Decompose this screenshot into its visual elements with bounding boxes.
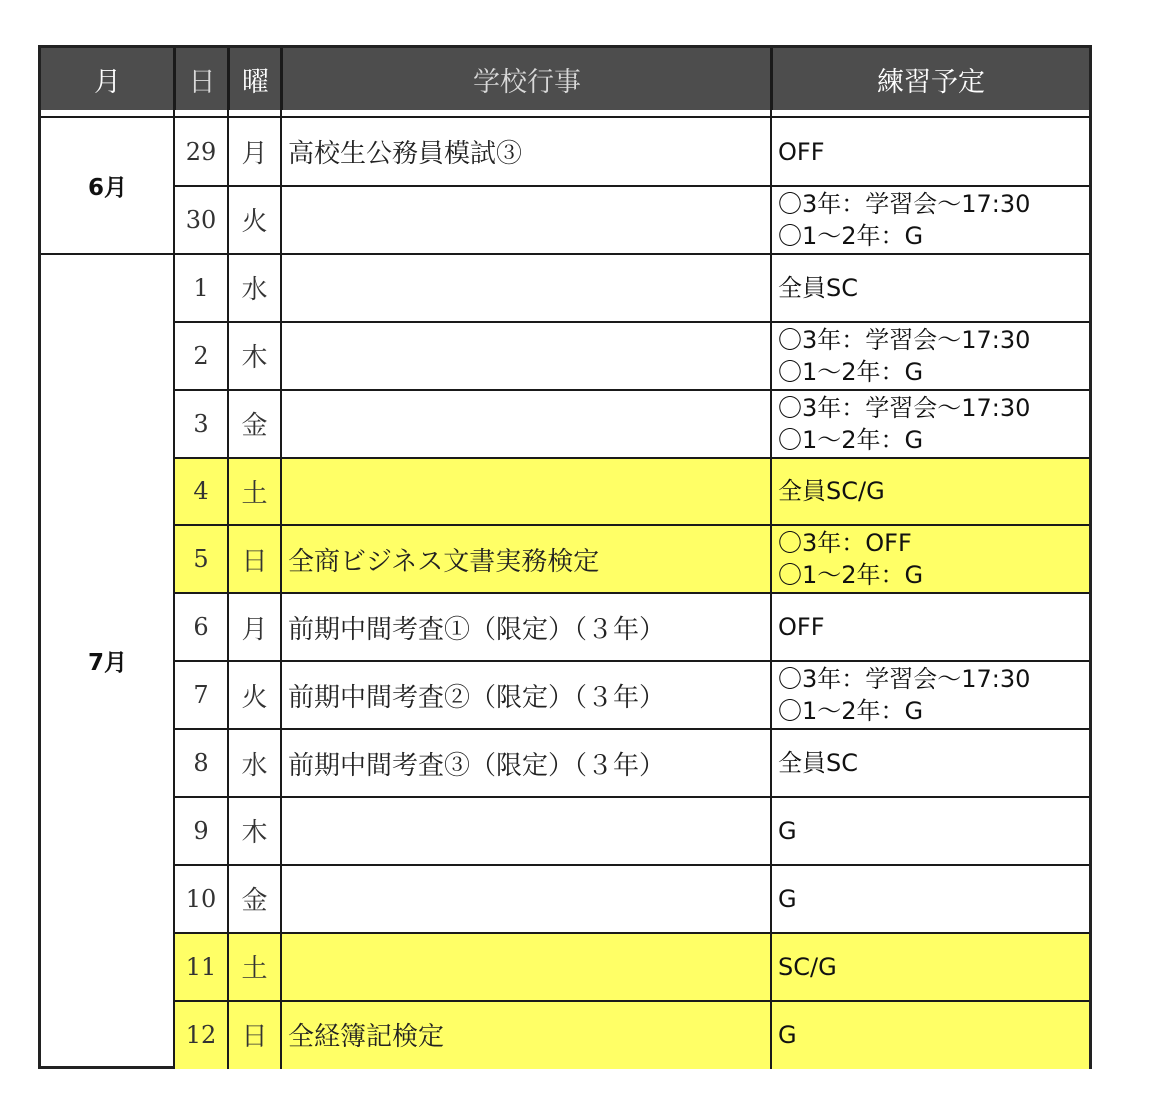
row-9-day-cell: 9 <box>193 816 209 845</box>
plan-line: SC/G <box>778 952 837 981</box>
row-8-plan-cell <box>771 729 1089 797</box>
row-6-event-cell: 前期中間考査①（限定）（３年） <box>288 614 666 645</box>
row-1-event-cell <box>281 254 771 322</box>
header-practice-plan: 練習予定 <box>771 48 1089 110</box>
plan-line: G <box>778 816 797 845</box>
plan-line: 〇1〜2年：G <box>778 221 924 250</box>
schedule-table <box>38 45 1092 1069</box>
row-6-plan-cell <box>771 593 1089 661</box>
plan-lines <box>778 392 1030 456</box>
plan-lines <box>778 324 1030 388</box>
row-4-day-cell: 4 <box>174 458 228 526</box>
row-1-day-cell: 1 <box>193 273 209 302</box>
row-8-day-cell: 8 <box>193 749 209 778</box>
plan-line: 全員SC <box>778 273 858 302</box>
row-11-weekday-cell: 土 <box>228 933 281 1001</box>
row-29-event-cell: 高校生公務員模試③ <box>288 139 523 170</box>
grid-horizontal-line <box>174 592 1089 594</box>
plan-line: 〇3年：学習会〜17:30 <box>778 325 1031 354</box>
plan-line: G <box>778 884 797 913</box>
row-10-weekday-cell: 金 <box>241 886 268 917</box>
plan-lines <box>778 951 837 983</box>
grid-vertical-line <box>227 48 229 1069</box>
plan-lines <box>778 815 797 847</box>
row-10-event-cell <box>281 865 771 933</box>
row-12-event-cell: 全経簿記検定 <box>281 1001 771 1069</box>
row-30-plan-cell <box>771 186 1089 254</box>
row-11-plan-cell <box>771 933 1089 1001</box>
grid-horizontal-line <box>174 864 1089 866</box>
grid-horizontal-line <box>174 457 1089 459</box>
row-29-plan-cell <box>771 118 1089 186</box>
header-separator <box>41 110 1089 118</box>
month-cell-june: 6月 <box>87 174 127 201</box>
plan-lines <box>778 188 1030 252</box>
plan-lines <box>778 475 885 507</box>
row-3-event-cell <box>281 390 771 458</box>
row-1-weekday-cell: 水 <box>241 275 268 306</box>
grid-horizontal-line <box>174 185 1089 187</box>
plan-lines <box>778 663 1030 727</box>
plan-line: 〇3年：学習会〜17:30 <box>778 393 1031 422</box>
row-10-day-cell: 10 <box>185 884 217 913</box>
row-10-plan-cell <box>771 865 1089 933</box>
row-12-plan-cell <box>771 1001 1089 1069</box>
row-2-weekday-cell: 木 <box>241 343 268 374</box>
plan-lines <box>778 883 797 915</box>
row-11-event-cell <box>281 933 771 1001</box>
plan-lines <box>778 747 858 779</box>
row-2-plan-cell <box>771 322 1089 390</box>
row-29-weekday-cell: 月 <box>241 139 268 170</box>
row-8-weekday-cell: 水 <box>241 750 268 781</box>
row-12-day-cell: 12 <box>174 1001 228 1069</box>
row-5-event-cell: 全商ビジネス文書実務検定 <box>281 525 771 593</box>
row-1-plan-cell <box>771 254 1089 322</box>
row-5-plan-cell <box>771 525 1089 593</box>
plan-line: 〇1〜2年：G <box>778 425 924 454</box>
plan-line: OFF <box>778 613 825 642</box>
plan-lines <box>778 611 825 643</box>
row-5-weekday-cell: 日 <box>228 525 281 593</box>
grid-horizontal-line <box>174 796 1089 798</box>
row-5-day-cell: 5 <box>174 525 228 593</box>
plan-lines <box>778 272 858 304</box>
row-30-weekday-cell: 火 <box>241 207 268 238</box>
plan-line: 〇3年：OFF <box>778 529 912 558</box>
row-9-weekday-cell: 木 <box>241 818 268 849</box>
header-weekday: 曜 <box>228 48 281 110</box>
row-3-day-cell: 3 <box>193 409 209 438</box>
plan-line: 〇3年：学習会〜17:30 <box>778 665 1031 694</box>
row-6-weekday-cell: 月 <box>241 614 268 645</box>
grid-horizontal-line <box>174 932 1089 934</box>
plan-line: 全員SC <box>778 749 858 778</box>
row-29-day-cell: 29 <box>185 137 217 166</box>
row-7-plan-cell <box>771 661 1089 729</box>
row-11-day-cell: 11 <box>174 933 228 1001</box>
plan-line: G <box>778 1020 797 1049</box>
row-12-weekday-cell: 日 <box>228 1001 281 1069</box>
header-day: 日 <box>174 48 228 110</box>
row-8-event-cell: 前期中間考査③（限定）（３年） <box>288 750 666 781</box>
header-school-events: 学校行事 <box>281 48 771 110</box>
plan-lines <box>778 527 923 591</box>
grid-vertical-line <box>770 48 772 1069</box>
plan-line: OFF <box>778 137 825 166</box>
row-7-day-cell: 7 <box>193 681 209 710</box>
row-4-plan-cell <box>771 458 1089 526</box>
month-cell-july: 7月 <box>87 650 127 676</box>
grid-horizontal-line <box>174 728 1089 730</box>
plan-line: 〇3年：学習会〜17:30 <box>778 189 1031 218</box>
row-6-day-cell: 6 <box>193 613 209 642</box>
plan-line: 〇1〜2年：G <box>778 697 924 726</box>
row-3-weekday-cell: 金 <box>241 411 268 442</box>
grid-horizontal-line <box>174 1000 1089 1002</box>
row-4-event-cell <box>281 458 771 526</box>
row-3-plan-cell <box>771 390 1089 458</box>
header-month: 月 <box>41 48 174 110</box>
row-2-day-cell: 2 <box>193 341 209 370</box>
row-7-weekday-cell: 火 <box>241 682 268 713</box>
grid-vertical-line <box>173 48 175 1069</box>
row-2-event-cell <box>281 322 771 390</box>
row-30-event-cell <box>281 186 771 254</box>
row-9-plan-cell <box>771 797 1089 865</box>
grid-horizontal-line <box>174 524 1089 526</box>
grid-horizontal-line <box>41 253 1089 255</box>
grid-horizontal-line <box>174 321 1089 323</box>
row-4-weekday-cell: 土 <box>228 458 281 526</box>
row-30-day-cell: 30 <box>185 205 217 234</box>
plan-line: 全員SC/G <box>778 477 885 506</box>
plan-lines <box>778 1019 797 1051</box>
row-7-event-cell: 前期中間考査②（限定）（３年） <box>288 682 666 713</box>
grid-horizontal-line <box>174 389 1089 391</box>
plan-lines <box>778 136 825 168</box>
grid-horizontal-line <box>174 660 1089 662</box>
plan-line: 〇1〜2年：G <box>778 357 924 386</box>
row-9-event-cell <box>281 797 771 865</box>
grid-vertical-line <box>280 48 282 1069</box>
plan-line: 〇1〜2年：G <box>778 561 924 590</box>
